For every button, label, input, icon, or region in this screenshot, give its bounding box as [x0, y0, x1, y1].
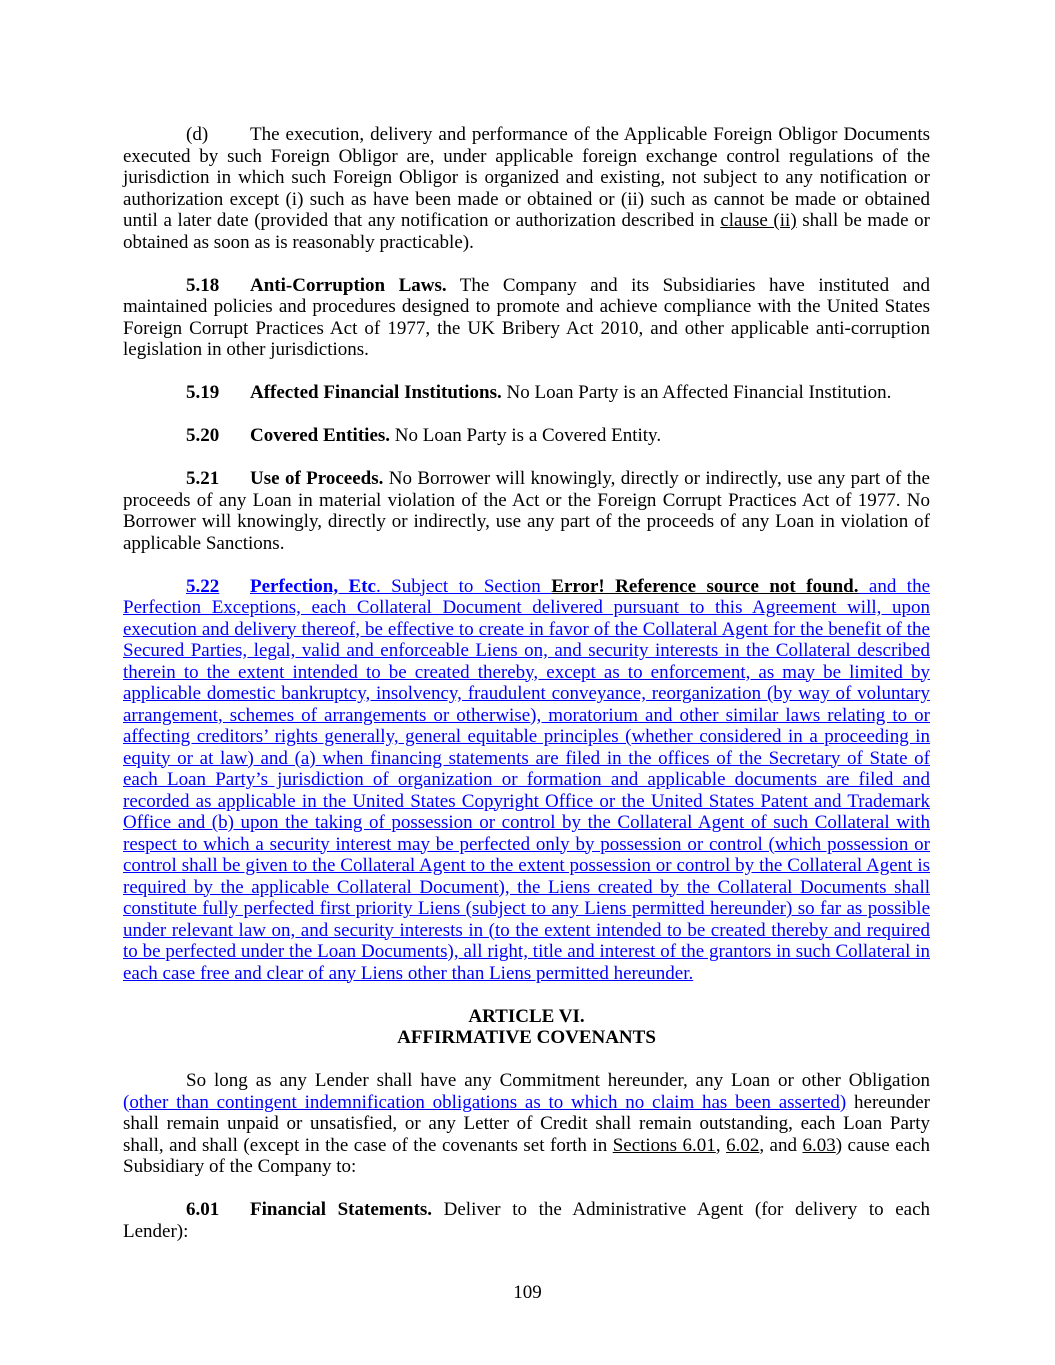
- inserted-text: (other than contingent indemnification obligations as to which no claim has been asserted): [123, 1091, 847, 1113]
- section-title: Financial Statements.: [250, 1199, 433, 1220]
- covenants-intro-paragraph: [123, 1070, 930, 1178]
- clause-tail: shall be made or obtained as soon as is reasonably practicable).: [123, 210, 930, 253]
- section-title: Anti-Corruption Laws.: [250, 274, 447, 296]
- article-vi-subheading: AFFIRMATIVE COVENANTS: [397, 1027, 656, 1048]
- section-5-18: [123, 275, 930, 361]
- section-title: Use of Proceeds.: [250, 468, 384, 489]
- intro-tail: ) cause each Subsidiary of the Company to:: [123, 1134, 931, 1177]
- section-number: 6.01: [186, 1199, 220, 1220]
- cross-reference-section-602: 6.02: [726, 1134, 760, 1156]
- article-vi-heading: ARTICLE VI.: [468, 1005, 585, 1027]
- cross-reference-clause-ii: clause (ii): [720, 210, 797, 231]
- section-body: The Company and its Subsidiaries have instituted and maintained policies and procedures designed to promote and achieve compliance with the United States Foreign Corrupt Practices Act of 1977, the UK Bribery Act 2010, and other applicable anti-corruption legislation in other jurisdictions.: [123, 274, 930, 360]
- section-body: Deliver to the Administrative Agent (for delivery to each Lender):: [123, 1199, 930, 1242]
- section-body: No Loan Party is a Covered Entity.: [390, 425, 662, 446]
- intro-separator: , and: [759, 1134, 803, 1156]
- section-number: 5.19: [186, 382, 220, 403]
- section-title-inserted: Perfection, Etc: [250, 575, 376, 597]
- cross-reference-section-601: Sections 6.01: [612, 1134, 716, 1156]
- clause-body: The execution, delivery and performance of the Applicable Foreign Obligor Documents executed by such Foreign Obligor are, under applicable foreign exchange control regulations of the jurisdiction in which such Foreign Obligor is organized and existing, not subject to any notification or authorization except (i) such as have been made or obtained or (ii) such as cannot be made or obtained until a later date (provided that any notification or authorization described in: [123, 124, 930, 231]
- section-number-inserted: 5.22: [186, 575, 220, 597]
- section-title: Covered Entities.: [250, 425, 391, 446]
- broken-reference-field: Error! Reference source not found.: [551, 575, 859, 597]
- section-5-21: [123, 468, 930, 554]
- section-body: No Borrower will knowingly, directly or indirectly, use any part of the proceeds of any Loan in material violation of the Act or the Foreign Corrupt Practices Act of 1977. No Borrower will knowingly, directly or indirectly, use any part of the proceeds of any Loan in violation of applicable Sanctions.: [123, 468, 930, 554]
- section-body: No Loan Party is an Affected Financial Institution.: [501, 382, 892, 403]
- section-number: 5.21: [186, 468, 220, 489]
- section-number: 5.20: [186, 425, 220, 446]
- intro-mid: hereunder shall remain unpaid or unsatisfied, or any Letter of Credit shall remain outstanding, each Loan Party shall, and shall (except in the case of the covenants set forth in: [123, 1091, 930, 1156]
- cross-reference-section-603: 6.03: [802, 1134, 836, 1156]
- section-6-01: [123, 1199, 930, 1242]
- clause-d-paragraph: [123, 124, 930, 253]
- section-number: 5.18: [186, 274, 220, 296]
- clause-label: (d): [186, 124, 209, 145]
- inserted-text: . Subject to Section: [375, 575, 552, 597]
- page-number: 109: [513, 1281, 542, 1303]
- section-5-19: [123, 382, 930, 404]
- section-5-22: [123, 576, 930, 985]
- intro-lead: So long as any Lender shall have any Commitment hereunder, any Loan or other Obligation: [186, 1070, 930, 1091]
- section-title: Affected Financial Institutions.: [250, 382, 502, 403]
- intro-separator: ,: [715, 1134, 727, 1156]
- inserted-text: and the Perfection Exceptions, each Collateral Document delivered pursuant to this Agreement will, upon execution and delivery thereof, be effective to create in favor of the Collateral Agent for the benefit of the Secured Parties, legal, valid and enforceable Liens on, and security interests in the Collateral described therein to the extent intended to be created thereby, except as to enforcement, as may be limited by applicable domestic bankruptcy, insolvency, fraudulent conveyance, reorganization (by way of voluntary arrangement, schemes of arrangements or otherwise), moratorium and other similar laws relating to or affecting creditors’ rights generally, general equitable principles (whether considered in a proceeding in equity or at law) and (a) when financing statements are filed in the offices of the Secretary of State of each Loan Party’s jurisdiction of organization or formation and applicable documents are filed and recorded as applicable in the United States Copyright Office or the United States Patent and Trademark Office and (b) upon the taking of possession or control by the Collateral Agent of such Collateral with respect to which a security interest may be perfected only by possession or control (which possession or control shall be given to the Collateral Agent to the extent possession or control by the Collateral Agent is required by the applicable Collateral Document), the Liens created by the Collateral Documents shall constitute fully perfected first priority Liens (subject to any Liens permitted hereunder) so far as possible under relevant law on, and security interests in (to the extent intended to be created thereby and required to be perfected under the Loan Documents), all right, title and interest of the grantors in such Collateral in each case free and clear of any Liens other than Liens permitted hereunder.: [123, 575, 931, 984]
- section-5-20: [123, 425, 930, 447]
